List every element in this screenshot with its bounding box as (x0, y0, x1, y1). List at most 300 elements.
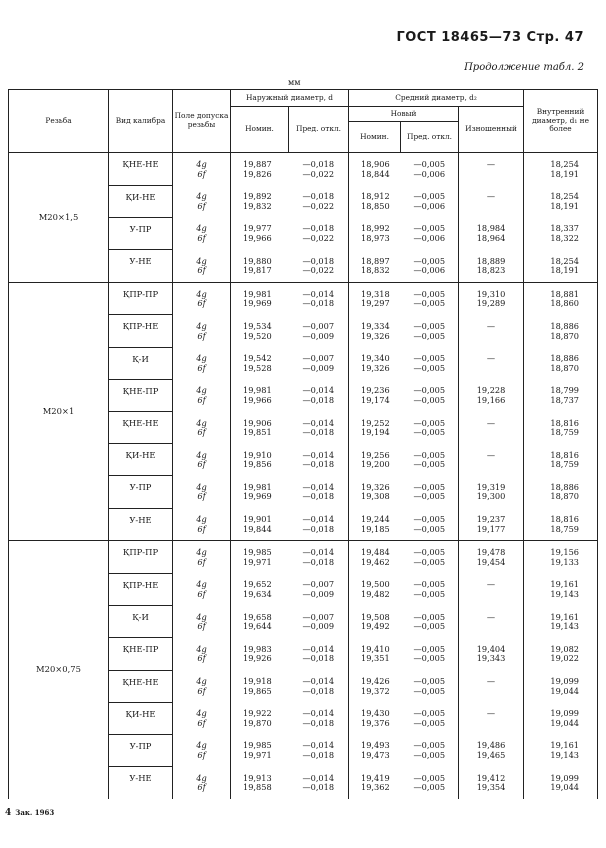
col-tolerance-header: Поле допуска резьбы (173, 90, 231, 153)
outer-diameter-nominal-cell (231, 315, 289, 347)
worn-diameter-cell-line-1: 19,319 (476, 481, 506, 492)
mean-diameter-deviation-cell-line-1: —0,005 (413, 708, 446, 719)
mean-diameter-deviation-cell-line-1: —0,005 (413, 223, 446, 234)
mean-diameter-nominal-cell-line-1: 19,334 (361, 320, 390, 331)
order-number: Зак. 1963 (15, 808, 55, 817)
mean-diameter-nominal-cell-line-2: 18,973 (361, 232, 390, 243)
worn-diameter-cell (459, 767, 524, 799)
outer-diameter-deviation-cell (289, 476, 349, 508)
gauge-dimensions-table (8, 89, 598, 799)
table-row (9, 282, 598, 315)
mean-diameter-nominal-cell (349, 767, 401, 799)
worn-diameter-cell (459, 315, 524, 347)
outer-diameter-deviation-cell (289, 508, 349, 541)
outer-diameter-nominal-cell (231, 379, 289, 411)
mean-diameter-deviation-cell (401, 282, 459, 315)
outer-diameter-nominal-cell-line-1: 19,981 (243, 288, 272, 299)
gauge-type-cell: ҚИ-НЕ (109, 702, 173, 734)
col-outer-diameter-header: Наружный диаметр, d (231, 90, 349, 107)
inner-diameter-cell-line-2: 19,044 (550, 782, 580, 793)
mean-diameter-deviation-cell (401, 767, 459, 799)
inner-diameter-cell-line-1: 18,254 (550, 191, 580, 202)
outer-diameter-deviation-cell-line-2: —0,018 (302, 782, 335, 793)
outer-diameter-nominal-cell (231, 412, 289, 444)
inner-diameter-cell (524, 606, 598, 638)
outer-diameter-nominal-cell (231, 217, 289, 249)
outer-diameter-nominal-cell-line-2: 19,826 (243, 168, 272, 179)
worn-diameter-cell-line-1: 19,310 (476, 288, 506, 299)
col-d-deviation-header: Пред. откл. (289, 107, 349, 153)
tolerance-field-cell-line-1: 4g (196, 255, 207, 266)
mean-diameter-deviation-cell (401, 573, 459, 605)
outer-diameter-nominal-cell-line-2: 19,634 (243, 589, 272, 600)
mean-diameter-nominal-cell (349, 185, 401, 217)
tolerance-field-cell-line-1: 4g (196, 772, 207, 783)
outer-diameter-deviation-cell-line-1: —0,014 (302, 643, 335, 654)
tolerance-field-cell (173, 153, 231, 186)
outer-diameter-deviation-cell (289, 606, 349, 638)
mean-diameter-nominal-cell (349, 347, 401, 379)
outer-diameter-deviation-cell-line-2: —0,018 (302, 298, 335, 309)
outer-diameter-nominal-cell-line-2: 19,969 (243, 298, 272, 309)
worn-diameter-cell (459, 153, 524, 186)
inner-diameter-cell-line-2: 18,191 (550, 168, 580, 179)
outer-diameter-nominal-cell-line-2: 19,644 (243, 621, 272, 632)
outer-diameter-deviation-cell-line-2: —0,018 (302, 556, 335, 567)
gauge-type-cell: Қ-И (109, 606, 173, 638)
tolerance-field-cell (173, 282, 231, 315)
worn-diameter-cell-line-1: — (486, 449, 496, 460)
worn-diameter-cell-line-1: — (486, 320, 496, 331)
worn-diameter-cell-line-2: 19,300 (476, 491, 506, 502)
worn-diameter-cell-line-2: 18,964 (476, 232, 506, 243)
tolerance-field-cell-line-2: 6f (197, 621, 206, 632)
worn-diameter-cell (459, 347, 524, 379)
worn-diameter-cell-line-2: 19,343 (476, 653, 506, 664)
mean-diameter-nominal-cell-line-2: 19,308 (361, 491, 390, 502)
outer-diameter-nominal-cell (231, 476, 289, 508)
mean-diameter-deviation-cell-line-1: —0,005 (413, 740, 446, 751)
tolerance-field-cell-line-1: 4g (196, 159, 207, 169)
worn-diameter-cell-line-2: 19,454 (476, 556, 506, 567)
outer-diameter-deviation-cell-line-2: —0,009 (302, 589, 335, 600)
mean-diameter-deviation-cell (401, 412, 459, 444)
mean-diameter-deviation-cell (401, 250, 459, 283)
inner-diameter-cell-line-1: 18,886 (550, 481, 580, 492)
outer-diameter-nominal-cell-line-2: 19,971 (243, 556, 272, 567)
worn-diameter-cell-line-1: — (486, 676, 496, 686)
mean-diameter-deviation-cell-line-2: —0,005 (413, 523, 446, 534)
col-inner-diameter-header: Внутренний диаметр, d₁ не более (524, 90, 598, 153)
outer-diameter-deviation-cell-line-1: —0,014 (302, 385, 335, 396)
mean-diameter-deviation-cell (401, 606, 459, 638)
mean-diameter-nominal-cell-line-1: 19,500 (361, 579, 390, 590)
mean-diameter-deviation-cell-line-2: —0,005 (413, 653, 446, 664)
mean-diameter-deviation-cell-line-2: —0,005 (413, 589, 446, 600)
tolerance-field-cell-line-1: 4g (196, 579, 207, 590)
inner-diameter-cell-line-1: 19,099 (550, 772, 580, 783)
tolerance-field-cell (173, 185, 231, 217)
outer-diameter-deviation-cell-line-2: —0,018 (302, 523, 335, 534)
worn-diameter-cell (459, 379, 524, 411)
mean-diameter-nominal-cell-line-1: 19,430 (361, 708, 390, 719)
tolerance-field-cell-line-2: 6f (197, 362, 206, 373)
outer-diameter-deviation-cell-line-1: —0,007 (302, 320, 335, 331)
tolerance-field-cell-line-1: 4g (196, 191, 207, 202)
inner-diameter-cell (524, 702, 598, 734)
inner-diameter-cell-line-2: 19,133 (550, 556, 580, 567)
mean-diameter-deviation-cell-line-2: —0,005 (413, 782, 446, 793)
mean-diameter-nominal-cell-line-1: 19,419 (361, 772, 390, 783)
tolerance-field-cell (173, 379, 231, 411)
inner-diameter-cell-line-2: 19,143 (550, 749, 580, 760)
mean-diameter-deviation-cell-line-2: —0,006 (413, 265, 446, 276)
mean-diameter-deviation-cell-line-2: —0,005 (413, 394, 446, 405)
mean-diameter-nominal-cell-line-1: 18,912 (361, 191, 390, 202)
col-d-nominal-header: Номин. (231, 107, 289, 153)
inner-diameter-cell-line-1: 19,156 (550, 547, 580, 558)
mean-diameter-deviation-cell-line-1: —0,005 (413, 385, 446, 396)
mean-diameter-nominal-cell-line-1: 19,508 (361, 611, 390, 622)
inner-diameter-cell-line-1: 18,816 (550, 514, 580, 525)
col-mean-diameter-header: Средний диаметр, d₂ (349, 90, 524, 107)
outer-diameter-deviation-cell-line-1: —0,014 (302, 708, 335, 719)
outer-diameter-deviation-cell (289, 347, 349, 379)
tolerance-field-cell-line-1: 4g (196, 547, 207, 558)
outer-diameter-nominal-cell (231, 573, 289, 605)
tolerance-field-cell (173, 217, 231, 249)
outer-diameter-nominal-cell-line-1: 19,534 (243, 320, 272, 331)
worn-diameter-cell (459, 508, 524, 541)
gauge-type-cell: ҚНЕ-НЕ (109, 670, 173, 702)
mean-diameter-deviation-cell (401, 347, 459, 379)
outer-diameter-deviation-cell (289, 670, 349, 702)
mean-diameter-deviation-cell-line-1: —0,005 (413, 159, 446, 169)
inner-diameter-cell-line-1: 19,161 (550, 740, 580, 751)
worn-diameter-cell (459, 412, 524, 444)
outer-diameter-deviation-cell-line-2: —0,018 (302, 394, 335, 405)
inner-diameter-cell (524, 315, 598, 347)
mean-diameter-nominal-cell-line-2: 19,376 (361, 717, 390, 728)
outer-diameter-nominal-cell-line-1: 19,985 (243, 547, 272, 558)
tolerance-field-cell-line-2: 6f (197, 168, 206, 179)
outer-diameter-deviation-cell-line-1: —0,014 (302, 514, 335, 525)
tolerance-field-cell-line-2: 6f (197, 749, 206, 760)
outer-diameter-deviation-cell (289, 734, 349, 766)
outer-diameter-nominal-cell-line-2: 19,870 (243, 717, 272, 728)
outer-diameter-nominal-cell-line-1: 19,542 (243, 353, 272, 364)
mean-diameter-deviation-cell (401, 153, 459, 186)
outer-diameter-nominal-cell-line-1: 19,922 (243, 708, 272, 719)
inner-diameter-cell-line-2: 18,737 (550, 394, 580, 405)
outer-diameter-deviation-cell-line-2: —0,018 (302, 685, 335, 696)
inner-diameter-cell-line-2: 18,191 (550, 200, 580, 211)
mean-diameter-deviation-cell-line-1: —0,005 (413, 255, 446, 266)
gauge-type-cell: У-НЕ (109, 250, 173, 283)
mean-diameter-nominal-cell-line-1: 18,992 (361, 223, 390, 234)
tolerance-field-cell-line-1: 4g (196, 676, 207, 686)
unit-label: мм (288, 78, 301, 87)
tolerance-field-cell (173, 573, 231, 605)
inner-diameter-cell-line-1: 18,254 (550, 255, 580, 266)
mean-diameter-deviation-cell-line-1: —0,005 (413, 417, 446, 428)
outer-diameter-deviation-cell-line-1: —0,018 (302, 255, 335, 266)
mean-diameter-nominal-cell-line-1: 19,236 (361, 385, 390, 396)
outer-diameter-deviation-cell-line-1: —0,014 (302, 740, 335, 751)
outer-diameter-deviation-cell (289, 217, 349, 249)
outer-diameter-nominal-cell-line-1: 19,981 (243, 385, 272, 396)
mean-diameter-nominal-cell-line-2: 19,473 (361, 749, 390, 760)
outer-diameter-deviation-cell-line-2: —0,009 (302, 621, 335, 632)
outer-diameter-deviation-cell (289, 185, 349, 217)
worn-diameter-cell (459, 476, 524, 508)
inner-diameter-cell-line-1: 18,337 (550, 223, 580, 234)
outer-diameter-deviation-cell (289, 444, 349, 476)
worn-diameter-cell (459, 250, 524, 283)
mean-diameter-nominal-cell (349, 282, 401, 315)
mean-diameter-nominal-cell-line-1: 19,326 (361, 481, 390, 492)
worn-diameter-cell-line-1: — (486, 579, 496, 590)
outer-diameter-deviation-cell (289, 282, 349, 315)
outer-diameter-deviation-cell-line-2: —0,018 (302, 491, 335, 502)
mean-diameter-deviation-cell-line-2: —0,006 (413, 200, 446, 211)
tolerance-field-cell-line-2: 6f (197, 556, 206, 567)
tolerance-field-cell-line-1: 4g (196, 708, 207, 719)
mean-diameter-deviation-cell (401, 541, 459, 574)
outer-diameter-nominal-cell-line-1: 19,652 (243, 579, 272, 590)
mean-diameter-deviation-cell-line-2: —0,005 (413, 491, 446, 502)
inner-diameter-cell-line-2: 19,044 (550, 685, 580, 696)
gauge-type-cell: Қ-И (109, 347, 173, 379)
outer-diameter-deviation-cell (289, 250, 349, 283)
mean-diameter-nominal-cell-line-1: 19,426 (361, 676, 390, 686)
outer-diameter-nominal-cell-line-2: 19,520 (243, 330, 272, 341)
tolerance-field-cell-line-1: 4g (196, 417, 207, 428)
tolerance-field-cell (173, 444, 231, 476)
tolerance-field-cell-line-1: 4g (196, 353, 207, 364)
inner-diameter-cell (524, 767, 598, 799)
outer-diameter-nominal-cell-line-1: 19,901 (243, 514, 272, 525)
mean-diameter-nominal-cell-line-2: 19,200 (361, 459, 390, 470)
outer-diameter-nominal-cell-line-1: 19,880 (243, 255, 272, 266)
mean-diameter-nominal-cell-line-1: 19,493 (361, 740, 390, 751)
inner-diameter-cell-line-2: 19,022 (550, 653, 580, 664)
inner-diameter-cell-line-2: 19,143 (550, 621, 580, 632)
outer-diameter-nominal-cell (231, 282, 289, 315)
worn-diameter-cell-line-2: 19,166 (476, 394, 506, 405)
inner-diameter-cell-line-1: 18,881 (550, 288, 580, 299)
inner-diameter-cell-line-2: 18,870 (550, 362, 580, 373)
inner-diameter-cell-line-1: 18,886 (550, 320, 580, 331)
worn-diameter-cell-line-1: 19,412 (476, 772, 506, 783)
tolerance-field-cell-line-2: 6f (197, 459, 206, 470)
worn-diameter-cell (459, 573, 524, 605)
outer-diameter-deviation-cell-line-2: —0,018 (302, 717, 335, 728)
inner-diameter-cell-line-1: 19,099 (550, 708, 580, 719)
inner-diameter-cell-line-1: 18,816 (550, 417, 580, 428)
outer-diameter-nominal-cell-line-2: 19,832 (243, 200, 272, 211)
col-d2-nominal-header: Номин. (349, 122, 401, 153)
worn-diameter-cell-line-2: 19,465 (476, 749, 506, 760)
outer-diameter-deviation-cell (289, 153, 349, 186)
mean-diameter-deviation-cell (401, 638, 459, 670)
mean-diameter-nominal-cell-line-1: 19,252 (361, 417, 390, 428)
mean-diameter-deviation-cell (401, 217, 459, 249)
table-row (9, 153, 598, 186)
outer-diameter-nominal-cell (231, 670, 289, 702)
mean-diameter-deviation-cell-line-2: —0,005 (413, 556, 446, 567)
mean-diameter-deviation-cell-line-1: —0,005 (413, 772, 446, 783)
mean-diameter-nominal-cell (349, 315, 401, 347)
tolerance-field-cell-line-2: 6f (197, 200, 206, 211)
outer-diameter-nominal-cell-line-2: 19,966 (243, 394, 272, 405)
mean-diameter-nominal-cell-line-2: 19,194 (361, 427, 390, 438)
outer-diameter-deviation-cell-line-1: —0,018 (302, 191, 335, 202)
outer-diameter-nominal-cell-line-2: 19,856 (243, 459, 272, 470)
outer-diameter-nominal-cell (231, 734, 289, 766)
inner-diameter-cell-line-2: 18,759 (550, 523, 580, 534)
col-worn-header: Изношенный (459, 107, 524, 153)
inner-diameter-cell (524, 638, 598, 670)
inner-diameter-cell (524, 217, 598, 249)
tolerance-field-cell-line-1: 4g (196, 740, 207, 751)
inner-diameter-cell (524, 670, 598, 702)
mean-diameter-nominal-cell-line-2: 19,185 (361, 523, 390, 534)
inner-diameter-cell-line-1: 18,799 (550, 385, 580, 396)
mean-diameter-nominal-cell (349, 573, 401, 605)
worn-diameter-cell-line-1: 19,486 (476, 740, 506, 751)
worn-diameter-cell (459, 185, 524, 217)
gauge-type-cell: ҚНЕ-ПР (109, 379, 173, 411)
inner-diameter-cell-line-1: 19,161 (550, 611, 580, 622)
tolerance-field-cell-line-1: 4g (196, 643, 207, 654)
tolerance-field-cell-line-1: 4g (196, 385, 207, 396)
mean-diameter-deviation-cell-line-1: —0,005 (413, 547, 446, 558)
worn-diameter-cell (459, 282, 524, 315)
mean-diameter-nominal-cell-line-2: 19,362 (361, 782, 390, 793)
page-number: 4 (5, 808, 12, 818)
worn-diameter-cell-line-1: 19,228 (476, 385, 506, 396)
mean-diameter-deviation-cell (401, 702, 459, 734)
mean-diameter-nominal-cell-line-1: 19,256 (361, 449, 390, 460)
tolerance-field-cell (173, 250, 231, 283)
outer-diameter-deviation-cell-line-1: —0,014 (302, 449, 335, 460)
mean-diameter-nominal-cell-line-2: 19,462 (361, 556, 390, 567)
inner-diameter-cell-line-2: 18,860 (550, 298, 580, 309)
outer-diameter-nominal-cell-line-1: 19,887 (243, 159, 272, 169)
outer-diameter-nominal-cell-line-2: 19,851 (243, 427, 272, 438)
inner-diameter-cell-line-1: 19,161 (550, 579, 580, 590)
worn-diameter-cell (459, 702, 524, 734)
inner-diameter-cell-line-2: 18,322 (550, 232, 580, 243)
worn-diameter-cell (459, 217, 524, 249)
inner-diameter-cell (524, 476, 598, 508)
tolerance-field-cell (173, 315, 231, 347)
outer-diameter-deviation-cell (289, 412, 349, 444)
mean-diameter-nominal-cell-line-1: 19,340 (361, 353, 390, 364)
mean-diameter-nominal-cell-line-2: 19,482 (361, 589, 390, 600)
inner-diameter-cell (524, 185, 598, 217)
mean-diameter-nominal-cell (349, 476, 401, 508)
outer-diameter-nominal-cell-line-2: 19,969 (243, 491, 272, 502)
tolerance-field-cell (173, 541, 231, 574)
outer-diameter-nominal-cell-line-1: 19,985 (243, 740, 272, 751)
mean-diameter-deviation-cell (401, 444, 459, 476)
mean-diameter-deviation-cell-line-1: —0,005 (413, 643, 446, 654)
inner-diameter-cell (524, 508, 598, 541)
tolerance-field-cell-line-1: 4g (196, 449, 207, 460)
gauge-type-cell: ҚПР-НЕ (109, 573, 173, 605)
worn-diameter-cell-line-1: 19,404 (476, 643, 506, 654)
mean-diameter-deviation-cell-line-1: —0,005 (413, 449, 446, 460)
worn-diameter-cell-line-1: 19,478 (476, 547, 506, 558)
tolerance-field-cell (173, 670, 231, 702)
mean-diameter-nominal-cell-line-1: 19,410 (361, 643, 390, 654)
mean-diameter-deviation-cell-line-2: —0,005 (413, 330, 446, 341)
gauge-type-cell: У-ПР (109, 217, 173, 249)
mean-diameter-nominal-cell (349, 250, 401, 283)
mean-diameter-nominal-cell (349, 444, 401, 476)
outer-diameter-deviation-cell-line-2: —0,018 (302, 427, 335, 438)
tolerance-field-cell-line-2: 6f (197, 717, 206, 728)
outer-diameter-nominal-cell (231, 702, 289, 734)
col-gauge-type-header: Вид калибра (109, 90, 173, 153)
worn-diameter-cell-line-1: — (486, 417, 496, 428)
outer-diameter-deviation-cell-line-1: —0,007 (302, 353, 335, 364)
outer-diameter-deviation-cell-line-1: —0,007 (302, 611, 335, 622)
mean-diameter-nominal-cell (349, 606, 401, 638)
outer-diameter-nominal-cell-line-2: 19,817 (243, 265, 272, 276)
outer-diameter-deviation-cell-line-1: —0,014 (302, 417, 335, 428)
mean-diameter-nominal-cell-line-2: 19,372 (361, 685, 390, 696)
tolerance-field-cell-line-2: 6f (197, 330, 206, 341)
inner-diameter-cell (524, 250, 598, 283)
worn-diameter-cell-line-2: 18,823 (476, 265, 506, 276)
inner-diameter-cell-line-2: 18,870 (550, 491, 580, 502)
mean-diameter-nominal-cell-line-2: 19,326 (361, 330, 390, 341)
outer-diameter-nominal-cell-line-2: 19,858 (243, 782, 272, 793)
mean-diameter-deviation-cell-line-1: —0,005 (413, 579, 446, 590)
mean-diameter-deviation-cell (401, 508, 459, 541)
thread-designation: М20×0,75 (9, 541, 109, 799)
tolerance-field-cell-line-2: 6f (197, 782, 206, 793)
outer-diameter-deviation-cell (289, 638, 349, 670)
worn-diameter-cell (459, 444, 524, 476)
tolerance-field-cell-line-1: 4g (196, 288, 207, 299)
worn-diameter-cell-line-2: 19,177 (476, 523, 506, 534)
outer-diameter-deviation-cell-line-2: —0,018 (302, 459, 335, 470)
gauge-type-cell: ҚНЕ-НЕ (109, 153, 173, 186)
mean-diameter-deviation-cell-line-1: —0,005 (413, 481, 446, 492)
outer-diameter-deviation-cell-line-2: —0,018 (302, 749, 335, 760)
outer-diameter-deviation-cell-line-1: —0,018 (302, 159, 335, 169)
tolerance-field-cell (173, 476, 231, 508)
mean-diameter-nominal-cell (349, 702, 401, 734)
worn-diameter-cell-line-1: 18,984 (476, 223, 506, 234)
outer-diameter-deviation-cell-line-2: —0,009 (302, 330, 335, 341)
page-header: ГОСТ 18465—73 Стр. 47 (396, 30, 584, 45)
outer-diameter-deviation-cell-line-1: —0,014 (302, 547, 335, 558)
outer-diameter-nominal-cell-line-1: 19,906 (243, 417, 272, 428)
outer-diameter-nominal-cell (231, 444, 289, 476)
mean-diameter-deviation-cell-line-1: —0,005 (413, 288, 446, 299)
worn-diameter-cell-line-1: 18,889 (476, 255, 506, 266)
outer-diameter-nominal-cell (231, 185, 289, 217)
outer-diameter-nominal-cell-line-1: 19,981 (243, 481, 272, 492)
gauge-type-cell: ҚИ-НЕ (109, 444, 173, 476)
mean-diameter-deviation-cell-line-2: —0,005 (413, 749, 446, 760)
inner-diameter-cell-line-2: 19,143 (550, 589, 580, 600)
